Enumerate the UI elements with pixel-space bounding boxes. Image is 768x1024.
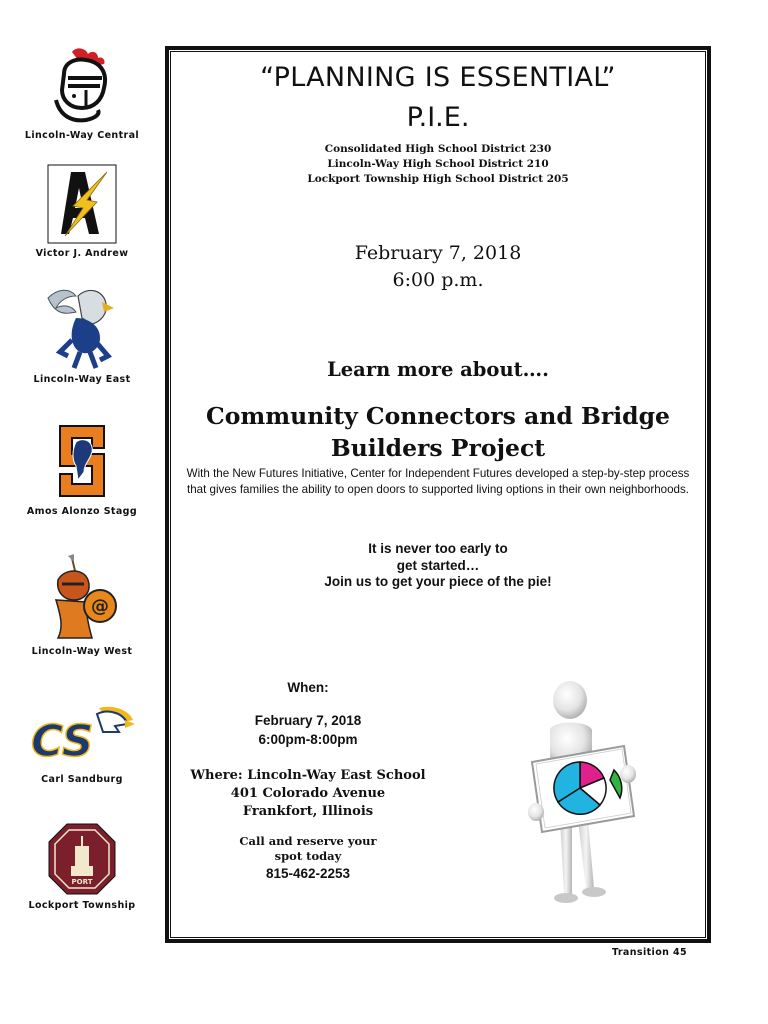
school-lincoln-way-east (0, 278, 164, 385)
where-city: Frankfort, Illinois (242, 804, 374, 819)
porter-seal-icon (47, 822, 117, 896)
district-line: Lincoln-Way High School District 210 (327, 158, 549, 170)
school-amos-alonzo-stagg (0, 420, 164, 517)
eagle-cs-icon (27, 702, 137, 770)
reserve-block (176, 834, 440, 864)
school-logo-sidebar (0, 0, 164, 1024)
district-line: Lockport Township High School District 205 (307, 173, 569, 185)
project-description: With the New Futures Initiative, Center for Independent Futures developed a step-by-step process that gives families the ability to open doors to supported living options in their own neighborhoods. (186, 467, 690, 496)
flyer-acronym: P.I.E. (406, 102, 470, 133)
school-lincoln-way-central (0, 44, 164, 141)
where-block (176, 767, 440, 821)
school-label: Amos Alonzo Stagg (26, 506, 138, 517)
cta-line: Join us to get your piece of the pie! (324, 574, 552, 589)
headline-line: Community Connectors and Bridge (206, 402, 670, 430)
call-to-action (176, 541, 700, 591)
details-date: February 7, 2018 (254, 713, 362, 728)
where-street: 401 Colorado Avenue (230, 786, 386, 801)
event-time: 6:00 p.m. (392, 269, 484, 291)
phone-number: 815-462-2253 (265, 866, 351, 881)
school-label: Lincoln-Way Central (24, 130, 140, 141)
where-venue: Where: Lincoln-Way East School (190, 768, 426, 783)
event-datetime (176, 240, 700, 294)
event-date: February 7, 2018 (354, 242, 522, 264)
svg-text:@: @ (91, 596, 109, 617)
details-time: 6:00pm-8:00pm (258, 732, 358, 747)
when-block (176, 711, 440, 749)
school-label: Lincoln-Way West (31, 646, 133, 657)
cta-line: get started… (396, 557, 480, 573)
knight-mascot-icon (42, 44, 122, 126)
school-carl-sandburg (0, 702, 164, 785)
svg-text:PORT: PORT (71, 878, 93, 886)
flyer-title: “PLANNING IS ESSENTIAL” (260, 62, 616, 93)
learn-more-heading: Learn more about…. (327, 358, 549, 381)
school-label: Victor J. Andrew (35, 248, 129, 259)
griffin-mascot-icon (42, 278, 122, 370)
cta-line: It is never too early to (368, 541, 508, 556)
school-victor-j-andrew (0, 164, 164, 259)
school-label: Carl Sandburg (41, 774, 123, 785)
when-label: When: (287, 680, 329, 695)
project-headline (176, 400, 700, 464)
person-holding-pie-chart-icon (528, 664, 638, 920)
reserve-line: Call and reserve your (239, 834, 377, 848)
svg-text:CS: CS (31, 716, 94, 767)
school-lockport-township (0, 822, 164, 911)
school-label: Lockport Township (28, 900, 136, 911)
page-footer-label: Transition 45 (612, 947, 688, 958)
warrior-mascot-icon (44, 554, 120, 642)
reserve-line: spot today (274, 849, 342, 863)
event-details (176, 680, 440, 881)
school-lincoln-way-west (0, 554, 164, 657)
district-list (176, 142, 700, 187)
lightning-a-icon (47, 164, 117, 244)
stallion-s-icon (54, 420, 110, 502)
headline-line: Builders Project (330, 434, 546, 462)
school-label: Lincoln-Way East (33, 374, 131, 385)
district-line: Consolidated High School District 230 (324, 143, 552, 155)
